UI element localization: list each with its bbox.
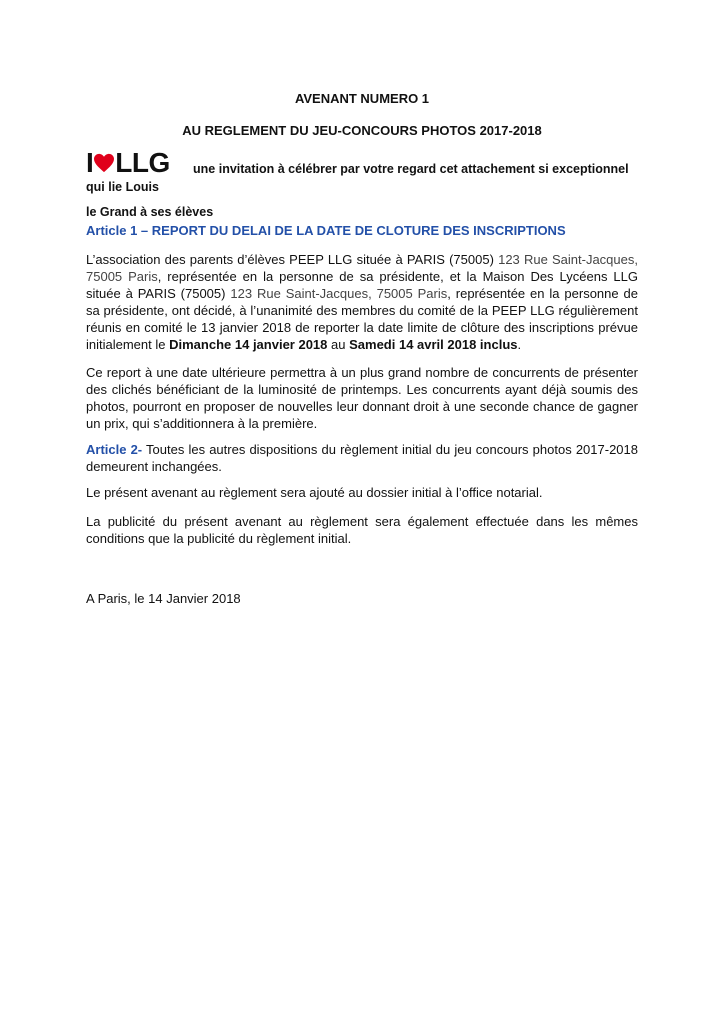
article-2-label: Article 2- — [86, 442, 143, 457]
llg-logo: I LLG — [86, 147, 170, 178]
document-subtitle: AU REGLEMENT DU JEU-CONCOURS PHOTOS 2017-2018 — [182, 123, 542, 138]
signature-line: A Paris, le 14 Janvier 2018 — [86, 591, 241, 606]
article-2-paragraph: Article 2- Toutes les autres dispositions du règlement initial du jeu concours photos 2017-2018 demeurent inchangées. — [86, 442, 638, 474]
notarial-paragraph: Le présent avenant au règlement sera ajouté au dossier initial à l’office notarial. — [86, 485, 543, 500]
heart-icon — [93, 148, 115, 178]
intro-line-2: le Grand à ses élèves — [86, 205, 214, 219]
publicity-paragraph: La publicité du présent avenant au règlement sera également effectuée dans les mêmes conditions que la publicité du règlement initial. — [86, 514, 638, 546]
article-1-heading: Article 1 – REPORT DU DELAI DE LA DATE DE CLOTURE DES INSCRIPTIONS — [86, 223, 566, 238]
document-title: AVENANT NUMERO 1 — [294, 91, 430, 106]
article-1-paragraph-1: L’association des parents d’élèves PEEP LLG située à PARIS (75005) 123 Rue Saint-Jacques, 75005 Paris, représentée en la personne de sa présidente, et la Maison Des Lycéens LLG située à PARIS (75005) 123 Rue Saint-Jacques, 75005 Paris, représentée en la personne de sa présidente, ont décidé, à l’unanimité des membres du comité de la PEEP LLG régulièrement réunis en comité le 13 janvier 2018 de reporter la date limite de clôture des inscriptions prévue initialement le Dimanche 14 janvier 2018 au Samedi 14 avril 2018 inclus. — [86, 252, 638, 352]
intro-block — [86, 148, 638, 221]
article-1-paragraph-2: Ce report à une date ultérieure permettra à un plus grand nombre de concurrents de présenter des clichés bénéficiant de la luminosité de printemps. Les concurrents ayant déjà soumis des photos, pourront en proposer de nouvelles leur donnant droit à une seconde chance de gagner un prix, qui s’additionnera à la première. — [86, 365, 638, 431]
intro-line-1: une invitation à célébrer par votre regard cet attachement si exceptionnel qui lie Louis — [86, 162, 629, 194]
